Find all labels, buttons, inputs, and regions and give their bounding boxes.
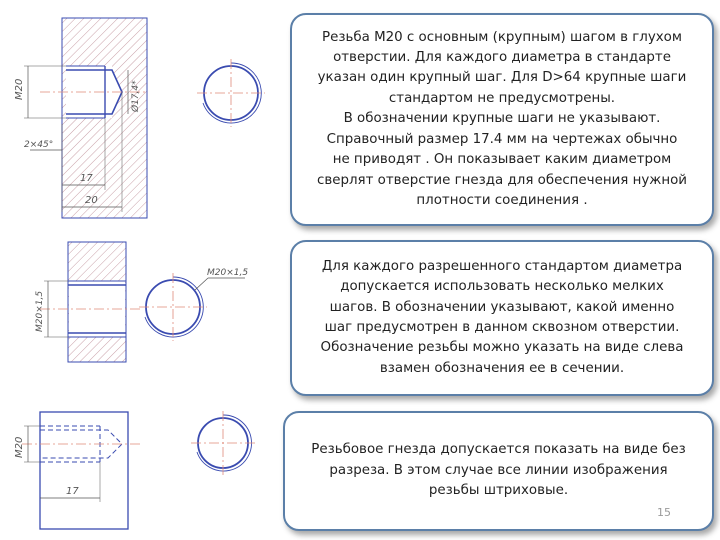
leader-label: M20×1,5 [207,268,249,278]
dim-total-length: 20 [85,195,98,206]
note-line: разреза. В этом случае все линии изображения [329,462,668,478]
dim-chamfer: 2×45° [24,140,54,150]
note-line: плотности соединения . [416,192,588,208]
dim-thread-length: 17 [80,173,93,184]
note-line: отверстии. Для каждого диаметра в стандарте [333,50,671,66]
drawing-blind-hole-section [14,18,148,218]
note-line: резьбы штриховые. [428,483,569,499]
note-line: указан один крупный шаг. Для D>64 крупные шаги [317,70,687,86]
thread-circle [146,280,200,334]
note-line: шаг предусмотрен в данном сквозном отверстии. [324,320,680,335]
note-line: Обозначение резьбы можно указать на виде слева [320,340,684,356]
note-line: взамен обозначения ее в сечении. [379,360,625,376]
drawing-hidden-thread-view [14,411,255,529]
note-line: шагов. В обозначении указывают, какой именно [329,299,675,315]
dim-thread-diameter: M20 [14,436,25,458]
dim-thread-length: 17 [66,486,79,497]
leader-line [195,278,208,290]
drawing-through-hole-section [35,242,140,362]
note-line: допускается использовать несколько мелких [340,279,664,295]
thread-circle [204,66,258,120]
drawing-blind-hole-view [197,59,265,127]
note-line: стандартом не предусмотрены. [388,90,616,106]
dimension-group [24,426,100,502]
note-line: Справочный размер 17.4 мм на чертежах обычно [326,131,678,147]
technical-drawings [0,0,290,540]
note-line: Резьбовое гнезда допускается показать на виде без [311,442,686,458]
note-line: В обозначении крупные шаги не указывают. [343,111,661,127]
note-line: Резьба М20 с основным (крупным) шагом в глухом [322,29,682,45]
note-fine-pitch [290,240,714,396]
dim-thread-diameter: M20 [14,78,25,100]
dim-thread-diameter: M20×1,5 [35,290,45,332]
note-blind-thread [290,13,714,226]
note-line: сверлят отверстие гнезда для обеспечения нужной [316,172,687,188]
note-line: не приводят . Он показывает каким диаметром [332,152,672,168]
drawing-through-hole-view [139,268,248,341]
page-number: 15 [657,506,671,519]
dim-drill-diameter: Ø17,4* [131,80,141,112]
note-hidden-thread [283,411,714,531]
note-line: Для каждого разрешенного стандартом диаметра [321,258,683,274]
